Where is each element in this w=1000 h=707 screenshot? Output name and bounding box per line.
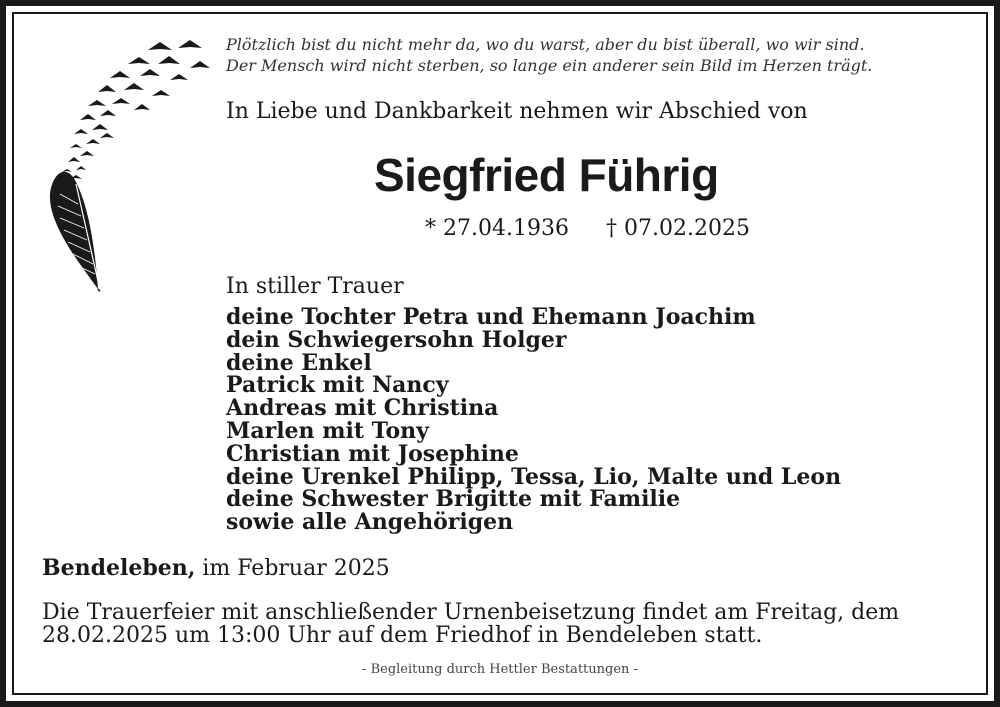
list-item: Marlen mit Tony bbox=[226, 417, 429, 444]
memorial-quote bbox=[226, 34, 926, 76]
quote-line-1: Plötzlich bist du nicht mehr da, wo du warst, aber du bist überall, wo wir sind. bbox=[226, 35, 865, 54]
deceased-name: Siegfried Führig bbox=[374, 149, 719, 201]
list-item: dein Schwiegersohn Holger bbox=[226, 326, 567, 353]
list-item: deine Enkel bbox=[226, 349, 372, 376]
service-line-2: 28.02.2025 um 13:00 Uhr auf dem Friedhof in Bendeleben statt. bbox=[42, 623, 763, 648]
feather-with-birds-icon bbox=[40, 34, 210, 294]
birds-icon bbox=[62, 40, 210, 179]
list-item: Andreas mit Christina bbox=[226, 395, 499, 422]
farewell-intro: In Liebe und Dankbarkeit nehmen wir Abschied von bbox=[226, 99, 808, 124]
mourners-list bbox=[226, 306, 841, 534]
list-item: sowie alle Angehörigen bbox=[226, 509, 514, 536]
service-line-1: Die Trauerfeier mit anschließender Urnenbeisetzung findet am Freitag, dem bbox=[42, 600, 900, 625]
list-item: Patrick mit Nancy bbox=[226, 372, 449, 399]
undertaker-credit: - Begleitung durch Hettler Bestattungen - bbox=[362, 662, 638, 677]
place-and-date bbox=[42, 555, 390, 581]
list-item: deine Schwester Brigitte mit Familie bbox=[226, 486, 681, 513]
list-item: deine Tochter Petra und Ehemann Joachim bbox=[226, 304, 756, 330]
list-item: Christian mit Josephine bbox=[226, 440, 519, 467]
place-town: Bendeleben, bbox=[42, 555, 196, 581]
mourning-label: In stiller Trauer bbox=[226, 274, 404, 299]
service-info bbox=[42, 601, 899, 647]
list-item: deine Urenkel Philipp, Tessa, Lio, Malte und Leon bbox=[226, 463, 842, 490]
quote-line-2: Der Mensch wird nicht sterben, so lange ein anderer sein Bild im Herzen trägt. bbox=[226, 56, 873, 75]
feather-icon bbox=[50, 172, 100, 291]
death-date: † 07.02.2025 bbox=[606, 216, 750, 241]
birth-date: * 27.04.1936 bbox=[425, 216, 569, 241]
place-month: im Februar 2025 bbox=[195, 556, 390, 581]
